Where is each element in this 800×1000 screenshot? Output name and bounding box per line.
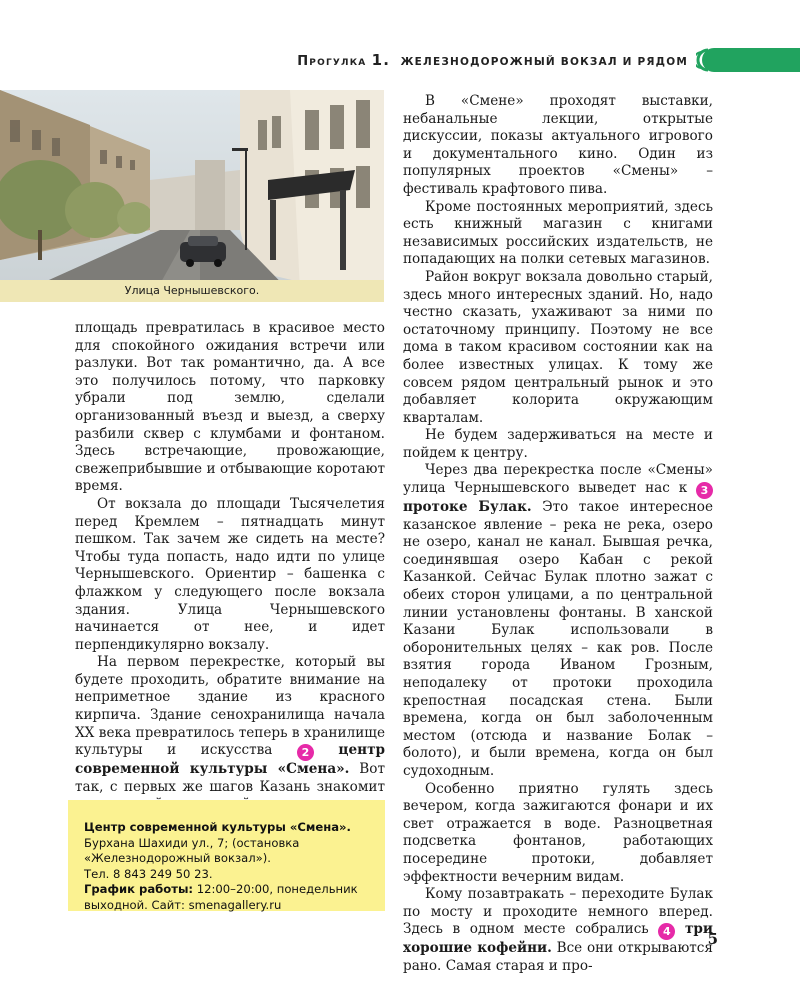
page-number: 5 <box>707 930 718 948</box>
paragraph-text: Через два перекрестка после «Смены» улица Чернышевского выведет нас к <box>403 462 713 497</box>
paragraph-text: На первом перекрестке, который вы будете проходить, обратите внимание на неприметное здание из красного кирпича. Здание сенохранилища начала XX века превратилось теперь в хранилище культуры и искусства <box>75 654 385 759</box>
header-section-title: ЖЕЛЕЗНОДОРОЖНЫЙ ВОКЗАЛ И РЯДОМ <box>400 56 688 68</box>
map-marker-badge: 4 <box>658 923 675 940</box>
map-marker-badge: 2 <box>297 744 314 761</box>
running-header <box>290 48 800 72</box>
header-title <box>297 51 688 69</box>
paragraph-text: Вот так, с первых же шагов Казань знакомит <box>75 761 385 795</box>
paragraph-text: Все они открываются рано. Самая старая и про- <box>403 940 713 974</box>
info-name: Центр современной культуры «Смена». <box>84 820 351 834</box>
right-text-column <box>403 93 713 976</box>
header-walk-number: 1. <box>371 51 391 69</box>
info-box <box>68 800 385 911</box>
info-entry <box>84 820 371 867</box>
paragraph: Район вокруг вокзала довольно старый, здесь много интересных зданий. Но, надо честно сказать, ухаживают за ними по остаточному принципу. Поэтому не все дома в таком красивом состоянии как на более известных улицах. К тому же совсем рядом центральный рынок и это добавляет колорита окружающим кварталам. <box>403 268 713 426</box>
photo-caption: Улица Чернышевского. <box>0 280 384 302</box>
left-text-column <box>75 320 385 814</box>
header-green-tab <box>696 48 800 72</box>
paragraph: В «Смене» проходят выставки, небанальные лекции, открытые дискуссии, показы актуального игрового и документального кино. Один из популярных проектов «Смены» – фестиваль крафтового пива. <box>403 93 713 197</box>
paragraph: площадь превратилась в красивое место для спокойного ожидания встречи или разлуки. Вот так романтично, да. А все это получилось потому, что парковку убрали под землю, сделали организованный въезд и выезд, а сверху разбили сквер с клумбами и фонтаном. Здесь встречающие, провожающие, свежеприбывшие и отбывающие коротают время. <box>75 320 385 495</box>
info-hours-label: График работы: <box>84 882 194 897</box>
paragraph-text: Это такое интересное казанское явление – река не река, озеро не озеро, канал не канал. Бывшая речка, соединявшая озеро Кабан с рекой Казанкой. Сейчас Булак плотно зажат с обеих сторон улицами, а по центральной линии установлены фонтаны. В ханской Казани Булак использовали в оборонительных целях – как ров. После взятия города Иваном Грозным, неподалеку от протоки проходила крепостная посадская стена. Были времена, когда он был заболоченным местом (отсюда и название Болак – болото), и были времена, когда он был судоходным. <box>403 499 713 779</box>
paragraph: От вокзала до площади Тысячелетия перед Кремлем – пятнадцать минут пешком. Так зачем же сидеть на месте? Чтобы туда попасть, надо идти по улице Чернышевского. Ориентир – башенка с флажком у следующего после вокзала здания. Улица Чернышевского начинается от нее, и идет перпендикулярно вокзалу. <box>75 495 385 653</box>
paragraph: Кроме постоянных мероприятий, здесь есть книжный магазин с книгами независимых российских издательств, не попадающих на полки сетевых магазинов. <box>403 198 713 268</box>
street-photo <box>0 90 384 302</box>
paragraph <box>403 462 713 780</box>
paragraph <box>403 886 713 975</box>
paragraph: Не будем задерживаться на месте и пойдем к центру. <box>403 427 713 461</box>
place-name: протоке Булак. <box>403 499 532 516</box>
place-name: центр современной культуры «Смена». <box>75 742 385 778</box>
paragraph <box>75 654 385 814</box>
info-phone: Тел. 8 843 249 50 23. <box>84 866 213 881</box>
header-walk-label: Прогулка <box>297 54 367 69</box>
info-hours-line <box>84 882 371 913</box>
paragraph-text: Кому позавтракать – переходите Булак по мосту и проходите немного вперед. Здесь в одном месте собрались <box>403 886 713 938</box>
info-hours: 12:00–20:00, понедельник выходной. Сайт: smenagallery.ru <box>84 882 358 912</box>
map-marker-badge: 3 <box>696 482 713 499</box>
paragraph: Особенно приятно гулять здесь вечером, когда зажигаются фонари и их свет отражается в воде. Разноцветная подсветка фонтанов, работающих посередине протоки, добавляет эффектности вечерним видам. <box>403 780 713 885</box>
place-name: три хорошие кофейни. <box>403 921 713 957</box>
info-address: Бурхана Шахиди ул., 7; (остановка «Железнодорожный вокзал»). <box>84 835 300 866</box>
